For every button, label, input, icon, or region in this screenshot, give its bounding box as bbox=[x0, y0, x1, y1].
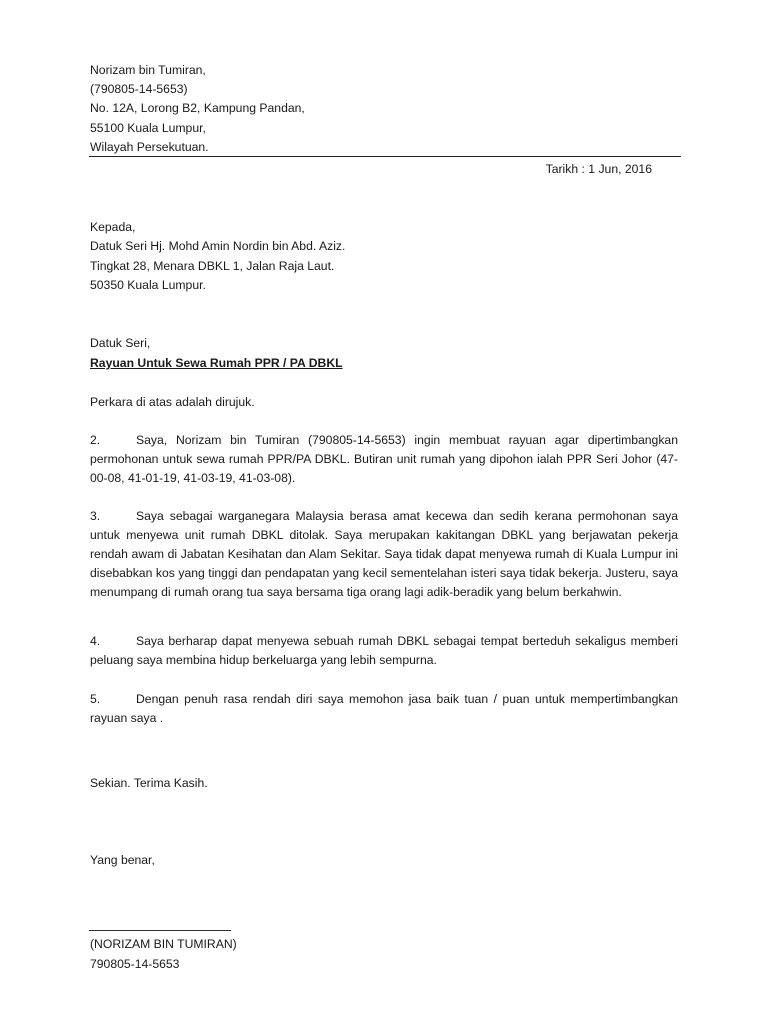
subject-heading: Rayuan Untuk Sewa Rumah PPR / PA DBKL bbox=[90, 356, 343, 370]
intro-line: Perkara di atas adalah dirujuk. bbox=[90, 395, 255, 409]
paragraph-text: Saya sebagai warganegara Malaysia berasa amat kecewa dan sedih kerana permohonan saya untuk menyewa unit rumah DBKL ditolak. Saya merupakan kakitangan DBKL yang berjawatan pekerja rendah awam di Jabatan Kesihatan dan Alam Sekitar. Saya tidak dapat menyewa rumah di Kuala Lumpur ini disebabkan kos yang tinggi dan pendapatan yang kecil sementelahan isteri saya tidak bekerja. Justeru, saya menumpang di rumah orang tua saya bersama tiga orang lagi adik-beradik yang belum berkahwin. bbox=[90, 509, 678, 599]
paragraph-4 bbox=[90, 632, 678, 670]
recipient-name: Datuk Seri Hj. Mohd Amin Nordin bin Abd. Aziz. bbox=[90, 239, 346, 253]
header-divider bbox=[89, 156, 681, 157]
letter-date: Tarikh : 1 Jun, 2016 bbox=[545, 162, 652, 176]
signature-ic: 790805-14-5653 bbox=[90, 957, 180, 971]
recipient-address-line-1: Tingkat 28, Menara DBKL 1, Jalan Raja Laut. bbox=[90, 259, 335, 273]
paragraph-text: Saya, Norizam bin Tumiran (790805-14-5653) ingin membuat rayuan agar dipertimbangkan permohonan untuk sewa rumah PPR/PA DBKL. Butiran unit rumah yang dipohon ialah PPR Seri Johor (47-00-08, 41-01-19, 41-03-19, 41-03-08). bbox=[90, 433, 678, 485]
signature-name: (NORIZAM BIN TUMIRAN) bbox=[90, 937, 237, 951]
paragraph-number: 3. bbox=[90, 509, 101, 523]
paragraph-number: 4. bbox=[90, 634, 101, 648]
closing-line: Sekian. Terima Kasih. bbox=[90, 776, 208, 790]
paragraph-number: 2. bbox=[90, 433, 101, 447]
sender-state: Wilayah Persekutuan. bbox=[90, 140, 209, 154]
recipient-address-line-2: 50350 Kuala Lumpur. bbox=[90, 278, 206, 292]
paragraph-3 bbox=[90, 507, 678, 602]
recipient-to: Kepada, bbox=[90, 220, 136, 234]
paragraph-2 bbox=[90, 431, 678, 488]
paragraph-text: Dengan penuh rasa rendah diri saya memohon jasa baik tuan / puan untuk mempertimbangkan rayuan saya . bbox=[90, 692, 678, 725]
paragraph-number: 5. bbox=[90, 692, 101, 706]
signature-line bbox=[89, 930, 231, 931]
sender-ic: (790805-14-5653) bbox=[90, 82, 188, 96]
salutation: Datuk Seri, bbox=[90, 336, 151, 350]
sender-address-line-1: No. 12A, Lorong B2, Kampung Pandan, bbox=[90, 101, 305, 115]
sender-address-line-2: 55100 Kuala Lumpur, bbox=[90, 121, 206, 135]
paragraph-5 bbox=[90, 690, 678, 728]
sender-name: Norizam bin Tumiran, bbox=[90, 63, 206, 77]
paragraph-text: Saya berharap dapat menyewa sebuah rumah DBKL sebagai tempat berteduh sekaligus memberi peluang saya membina hidup berkeluarga yang lebih sempurna. bbox=[90, 634, 678, 667]
signoff-line: Yang benar, bbox=[90, 853, 155, 867]
